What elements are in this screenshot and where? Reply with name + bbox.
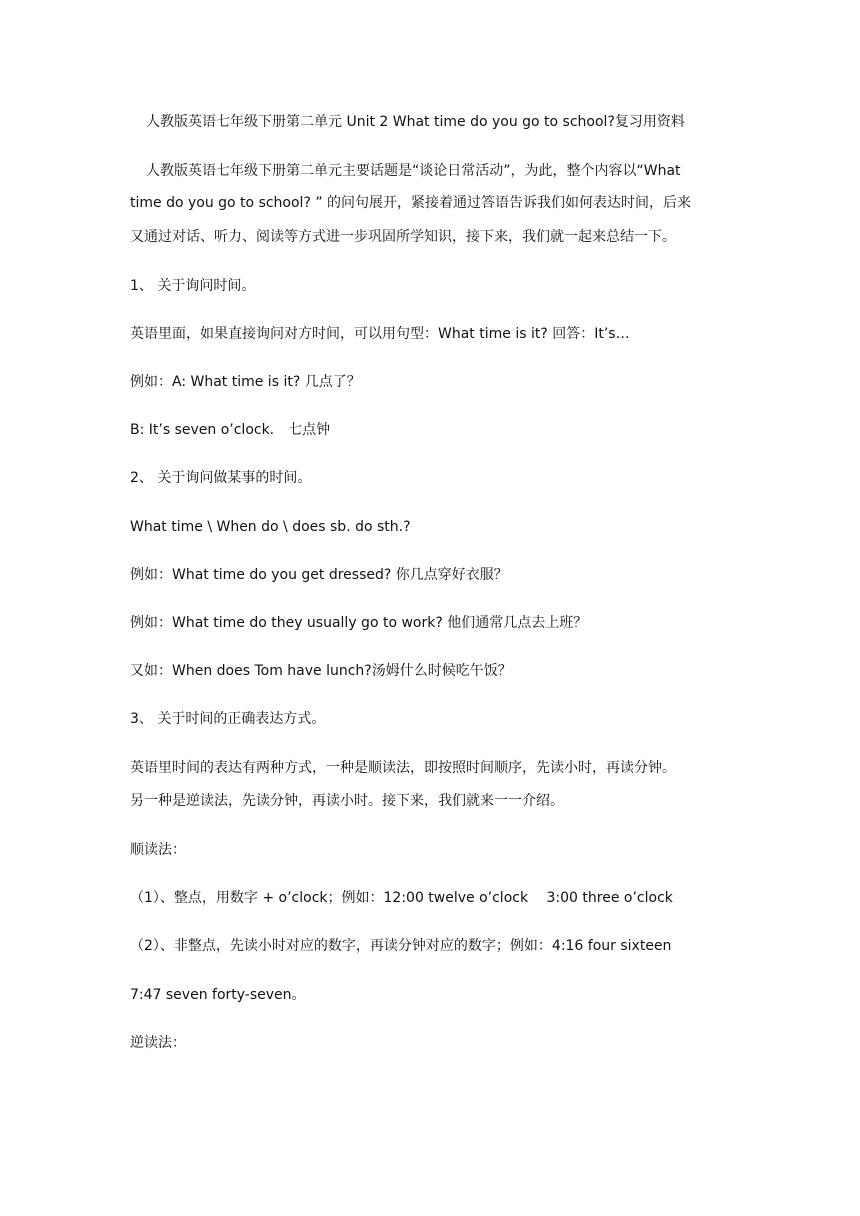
- section1-text: 英语里面，如果直接询问对方时间，可以用句型：What time is it? 回答：It’s…: [130, 326, 630, 342]
- forward-item-2-line-2: 7:47 seven forty-seven。: [130, 987, 306, 1003]
- section1-example-b: B: It’s seven o’clock. 七点钟: [130, 422, 331, 438]
- forward-item-2-line-1: （2）、非整点，先读小时对应的数字，再读分钟对应的数字；例如：4:16 four sixteen: [130, 938, 672, 954]
- document-title: 人教版英语七年级下册第二单元 Unit 2 What time do you go to school?复习用资料: [146, 114, 685, 130]
- intro-line-1: 人教版英语七年级下册第二单元主要话题是“谈论日常活动”，为此，整个内容以“What: [146, 163, 681, 179]
- section2-heading: 2、 关于询问做某事的时间。: [130, 470, 312, 486]
- intro-line-3: 又通过对话、听力、阅读等方式进一步巩固所学知识，接下来，我们就一起来总结一下。: [130, 229, 676, 245]
- section3-text-line-2: 另一种是逆读法，先读分钟，再读小时。接下来，我们就来一一介绍。: [130, 793, 564, 809]
- section2-pattern: What time \ When do \ does sb. do sth.?: [130, 519, 411, 535]
- section3-text-line-1: 英语里时间的表达有两种方式，一种是顺读法，即按照时间顺序，先读小时，再读分钟。: [130, 760, 676, 776]
- section1-heading: 1、 关于询问时间。: [130, 278, 256, 294]
- forward-item-1: （1）、整点，用数字 + o’clock；例如：12:00 twelve o’clock 3:00 three o’clock: [130, 890, 673, 906]
- section1-example-a: 例如：A: What time is it? 几点了？: [130, 374, 361, 390]
- intro-line-2: time do you go to school? ” 的问句展开，紧接着通过答语告诉我们如何表达时间，后来: [130, 195, 692, 211]
- section2-example-3: 又如：When does Tom have lunch?汤姆什么时候吃午饭？: [130, 663, 512, 679]
- section3-heading: 3、 关于时间的正确表达方式。: [130, 711, 326, 727]
- section2-example-2: 例如：What time do they usually go to work? 他们通常几点去上班？: [130, 615, 588, 631]
- reverse-reading-label: 逆读法：: [130, 1035, 186, 1051]
- forward-reading-label: 顺读法：: [130, 842, 186, 858]
- section2-example-1: 例如：What time do you get dressed? 你几点穿好衣服？: [130, 567, 508, 583]
